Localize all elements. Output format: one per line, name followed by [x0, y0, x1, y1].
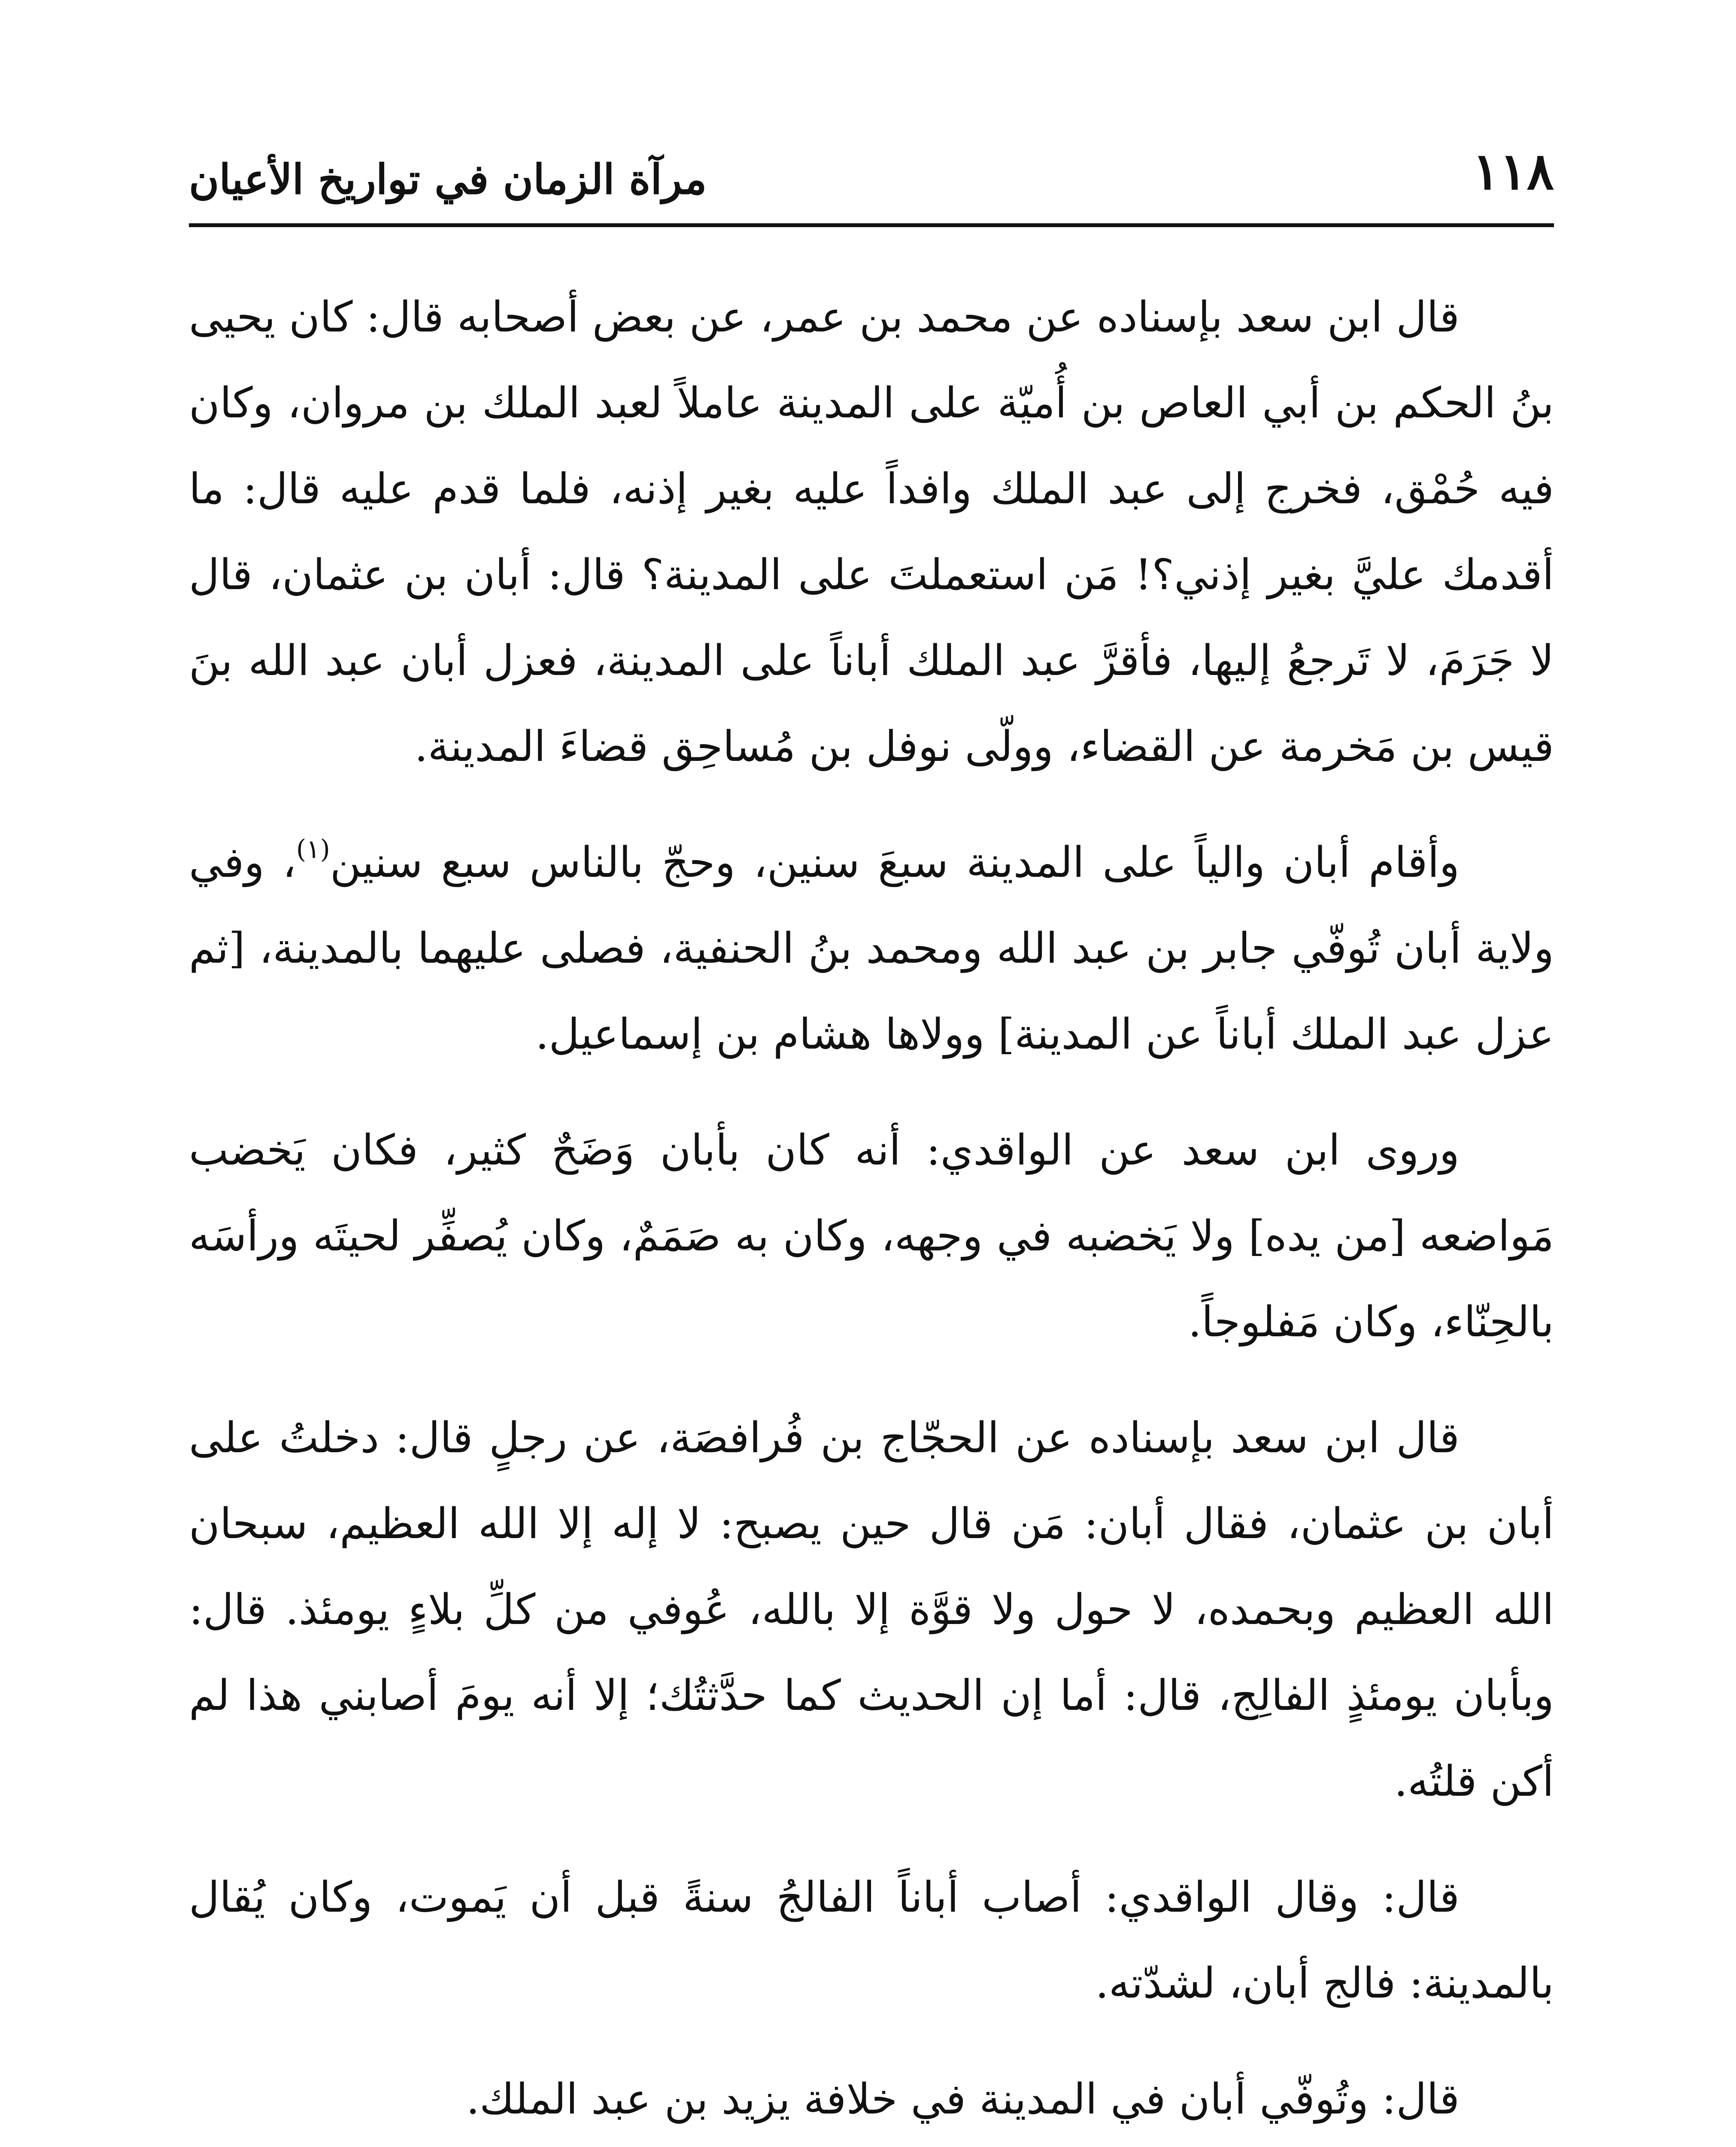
running-title: مرآة الزمان في تواريخ الأعيان	[189, 155, 707, 204]
footnote-reference: (١)	[296, 834, 330, 864]
paragraph-text-continued: ، وفي ولاية أبان تُوفّي جابر بن عبد الله ومحمد بنُ الحنفية، فصلى عليهما بالمدينة، [ثم عزل عبد الملك أباناً عن المدينة] وولاها هشام بن إسماعيل.	[189, 838, 1554, 1059]
main-text	[189, 274, 1554, 2147]
paragraph-text: قال: وقال الواقدي: أصاب أباناً الفالجُ سنةً قبل أن يَموت، وكان يُقال بالمدينة: فالج أبان، لشدّته.	[189, 1873, 1554, 2008]
book-page	[189, 137, 1554, 2147]
paragraph-text: وروى ابن سعد عن الواقدي: أنه كان بأبان وَضَحٌ كثير، فكان يَخضب مَواضعه [من يده] ولا يَخضبه في وجهه، وكان به صَمَمٌ، وكان يُصفِّر لحيتَه ورأسَه بالحِنّاء، وكان مَفلوجاً.	[189, 1126, 1554, 1347]
paragraph-6	[189, 2056, 1554, 2142]
paragraph-text: قال: وتُوفّي أبان في المدينة في خلافة يزيد بن عبد الملك.	[466, 2075, 1460, 2124]
paragraph-4	[189, 1395, 1554, 1825]
paragraph-5	[189, 1855, 1554, 2026]
paragraph-2	[189, 820, 1554, 1077]
paragraph-3	[189, 1107, 1554, 1365]
paragraph-text: قال ابن سعد بإسناده عن محمد بن عمر، عن بعض أصحابه قال: كان يحيى بنُ الحكم بن أبي العاص بن أُميّة على المدينة عاملاً لعبد الملك بن مروان، وكان فيه حُمْق، فخرج إلى عبد الملك وافداً عليه بغير إذنه، فلما قدم عليه قال: ما أقدمك عليَّ بغير إذني؟! مَن استعملتَ على المدينة؟ قال: أبان بن عثمان، قال لا جَرَمَ، لا تَرجعُ إليها، فأقرَّ عبد الملك أباناً على المدينة، فعزل أبان عبد الله بنَ قيس بن مَخرمة عن القضاء، وولّى نوفل بن مُساحِق قضاءَ المدينة.	[189, 293, 1554, 771]
paragraph-text: قال ابن سعد بإسناده عن الحجّاج بن فُرافصَة، عن رجلٍ قال: دخلتُ على أبان بن عثمان، فقال أبان: مَن قال حين يصبح: لا إله إلا الله العظيم، سبحان الله العظيم وبحمده، لا حول ولا قوَّة إلا بالله، عُوفي من كلِّ بلاءٍ يومئذ. قال: وبأبان يومئذٍ الفالِج، قال: أما إن الحديث كما حدَّثتُك؛ إلا أنه يومَ أصابني هذا لم أكن قلتُه.	[189, 1414, 1554, 1806]
page-header	[189, 137, 1554, 227]
paragraph-1	[189, 274, 1554, 790]
paragraph-text: وأقام أبان والياً على المدينة سبعَ سنين، وحجّ بالناس سبع سنين	[330, 838, 1460, 887]
page-number: ١١٨	[1472, 141, 1554, 201]
